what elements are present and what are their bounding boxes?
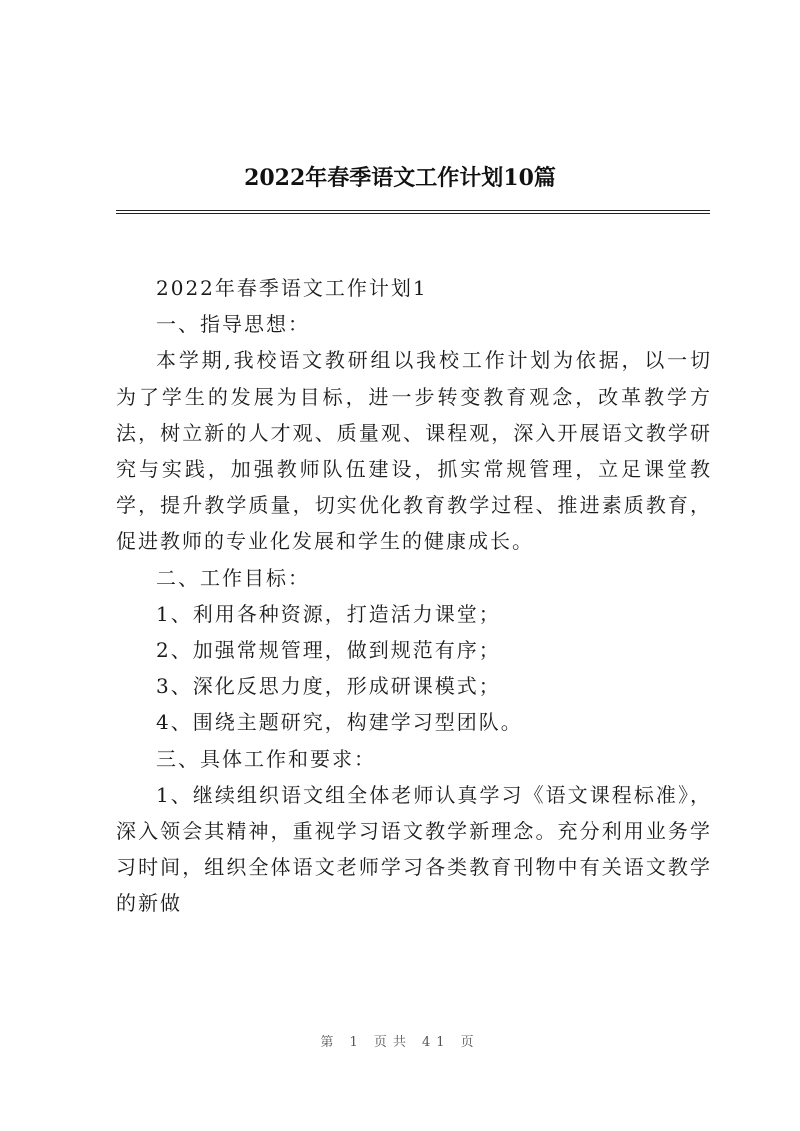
list-item: 4、围绕主题研究，构建学习型团队。 — [156, 710, 523, 735]
page-number-footer: 第 1 页共 41 页 — [320, 1035, 480, 1050]
section-heading: 三、具体工作和要求： — [156, 746, 376, 771]
document-body — [116, 270, 712, 922]
section-heading: 二、工作目标： — [156, 565, 310, 590]
title-divider — [116, 210, 710, 214]
document-title: 2022年春季语文工作计划10篇 — [244, 165, 556, 191]
list-item: 1、利用各种资源，打造活力课堂； — [156, 601, 501, 626]
section-heading: 一、指导思想： — [156, 312, 310, 337]
list-item: 2、加强常规管理，做到规范有序； — [156, 638, 501, 663]
section-heading: 2022年春季语文工作计划1 — [156, 276, 428, 300]
body-paragraph: 本学期,我校语文教研组以我校工作计划为依据，以一切为了学生的发展为目标，进一步转变教育观念，改革教学方法，树立新的人才观、质量观、课程观，深入开展语文教学研究与实践，加强教师队伍建设，抓实常规管理，立足课堂教学，提升教学质量，切实优化教育教学过程、推进素质教育，促进教师的专业化发展和学生的健康成长。 — [116, 348, 712, 554]
list-item: 3、深化反思力度，形成研课模式； — [156, 674, 501, 699]
body-paragraph: 1、继续组织语文组全体老师认真学习《语文课程标准》，深入领会其精神，重视学习语文教学新理念。充分利用业务学习时间，组织全体语文老师学习各类教育刊物中有关语文教学的新做 — [116, 782, 712, 916]
